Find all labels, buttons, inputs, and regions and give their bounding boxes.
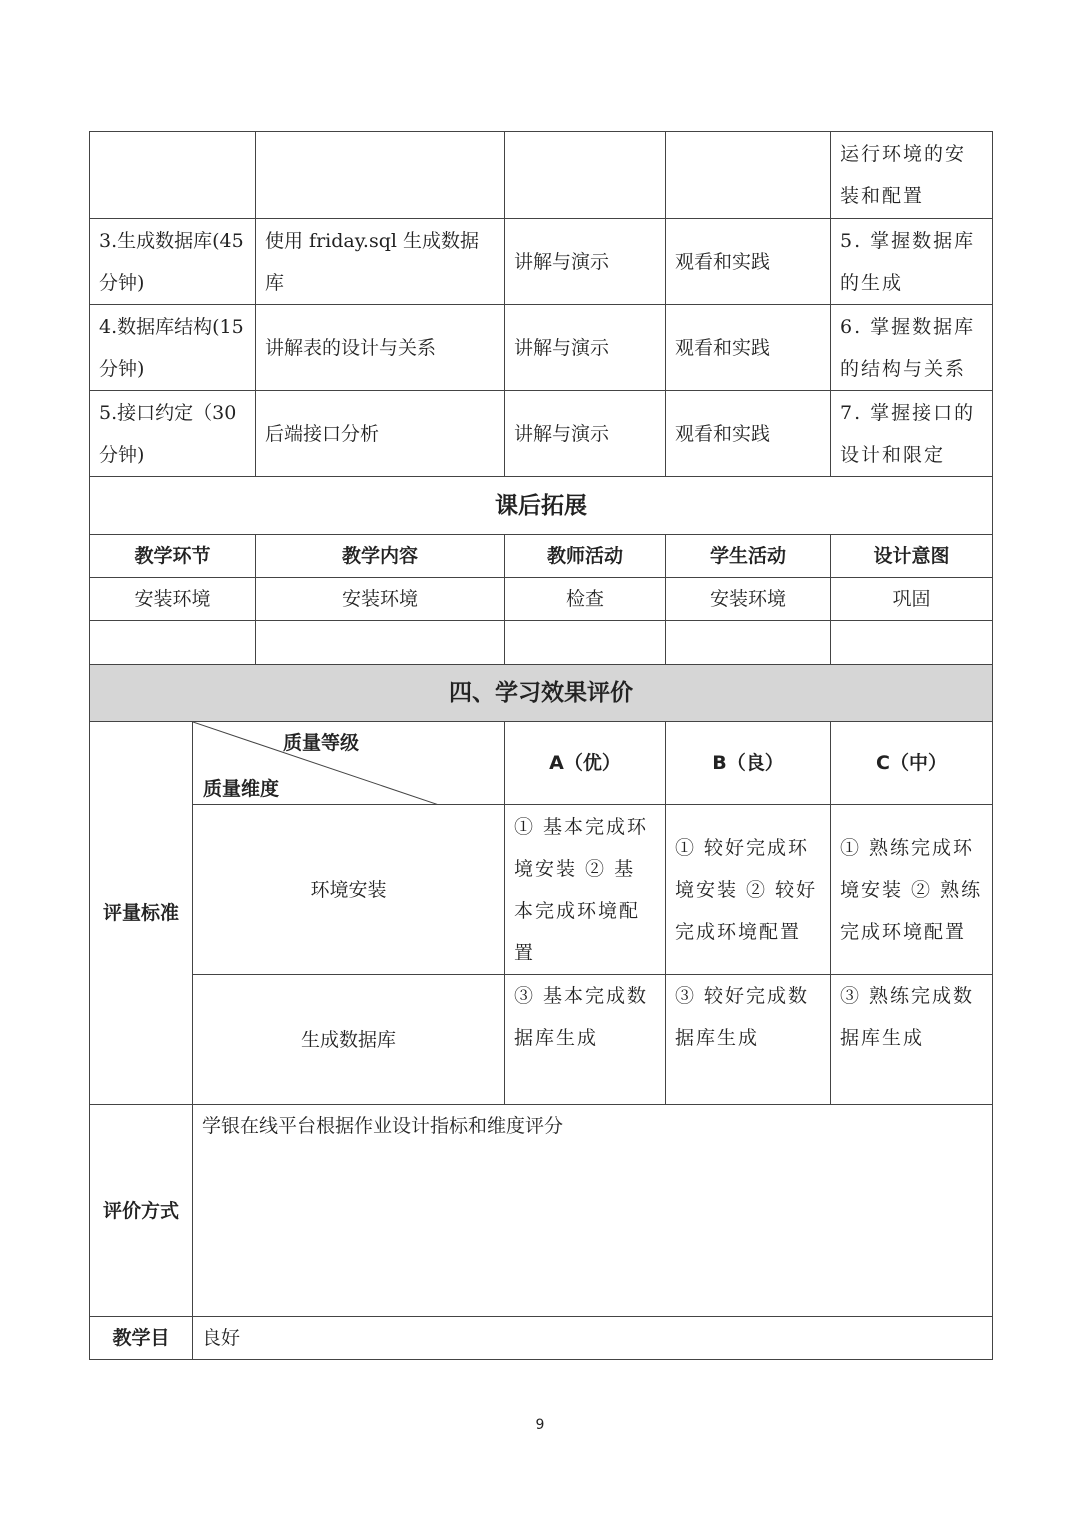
intent-cell: 5. 掌握数据库的生成 bbox=[831, 219, 993, 305]
dimension-cell: 生成数据库 bbox=[193, 975, 505, 1105]
after-class-row bbox=[90, 578, 993, 621]
header-cell: 教师活动 bbox=[505, 535, 666, 578]
intent-cell: 7. 掌握接口的设计和限定 bbox=[831, 391, 993, 477]
teacher-cell bbox=[505, 132, 666, 219]
goal-text: 良好 bbox=[193, 1317, 993, 1360]
grade-header-c: C（中） bbox=[831, 722, 993, 805]
content-cell: 使用 friday.sql 生成数据库 bbox=[256, 219, 505, 305]
criteria-label: 评量标准 bbox=[90, 722, 193, 1105]
grade-header-b: B（良） bbox=[666, 722, 831, 805]
segment-cell: 4.数据库结构(15分钟) bbox=[90, 305, 256, 391]
grade-b-cell: ① 较好完成环境安装 ② 较好完成环境配置 bbox=[666, 805, 831, 975]
segment-cell: 5.接口约定（30分钟) bbox=[90, 391, 256, 477]
grade-a-cell: ③ 基本完成数据库生成 bbox=[505, 975, 666, 1105]
content-cell: 讲解表的设计与关系 bbox=[256, 305, 505, 391]
teacher-cell: 讲解与演示 bbox=[505, 391, 666, 477]
lesson-row bbox=[90, 219, 993, 305]
student-cell bbox=[666, 132, 831, 219]
lesson-table bbox=[89, 131, 993, 1360]
criteria-row bbox=[90, 975, 993, 1105]
grade-a-cell: ① 基本完成环境安装 ② 基本完成环境配置 bbox=[505, 805, 666, 975]
content-cell: 后端接口分析 bbox=[256, 391, 505, 477]
header-cell: 教学环节 bbox=[90, 535, 256, 578]
intent-cell: 运行环境的安装和配置 bbox=[831, 132, 993, 219]
grade-c-cell: ① 熟练完成环境安装 ② 熟练完成环境配置 bbox=[831, 805, 993, 975]
dimension-cell: 环境安装 bbox=[193, 805, 505, 975]
student-cell: 观看和实践 bbox=[666, 305, 831, 391]
header-cell: 教学内容 bbox=[256, 535, 505, 578]
table-cell bbox=[831, 621, 993, 665]
content-cell bbox=[256, 132, 505, 219]
table-cell bbox=[90, 621, 256, 665]
dimension-axis-label: 质量维度 bbox=[203, 778, 280, 800]
student-cell: 观看和实践 bbox=[666, 391, 831, 477]
evaluation-title: 四、学习效果评价 bbox=[90, 665, 993, 722]
table-cell bbox=[505, 621, 666, 665]
after-class-header-row bbox=[90, 535, 993, 578]
intent-cell: 6. 掌握数据库的结构与关系 bbox=[831, 305, 993, 391]
table-cell: 安装环境 bbox=[666, 578, 831, 621]
method-text: 学银在线平台根据作业设计指标和维度评分 bbox=[193, 1105, 993, 1317]
grade-c-cell: ③ 熟练完成数据库生成 bbox=[831, 975, 993, 1105]
student-cell: 观看和实践 bbox=[666, 219, 831, 305]
after-class-row bbox=[90, 621, 993, 665]
lesson-row bbox=[90, 305, 993, 391]
page-number: 9 bbox=[535, 1417, 545, 1433]
table-cell: 巩固 bbox=[831, 578, 993, 621]
lesson-row bbox=[90, 391, 993, 477]
header-cell: 学生活动 bbox=[666, 535, 831, 578]
segment-cell bbox=[90, 132, 256, 219]
goal-label: 教学目 bbox=[90, 1317, 193, 1360]
method-label: 评价方式 bbox=[90, 1105, 193, 1317]
after-class-title: 课后拓展 bbox=[90, 477, 993, 535]
teacher-cell: 讲解与演示 bbox=[505, 305, 666, 391]
diagonal-header-cell bbox=[193, 722, 505, 805]
grade-b-cell: ③ 较好完成数据库生成 bbox=[666, 975, 831, 1105]
table-cell bbox=[256, 621, 505, 665]
table-cell bbox=[666, 621, 831, 665]
table-cell: 检查 bbox=[505, 578, 666, 621]
teacher-cell: 讲解与演示 bbox=[505, 219, 666, 305]
lesson-plan-sheet bbox=[89, 131, 992, 1360]
table-cell: 安装环境 bbox=[256, 578, 505, 621]
segment-cell: 3.生成数据库(45分钟) bbox=[90, 219, 256, 305]
table-cell: 安装环境 bbox=[90, 578, 256, 621]
grade-axis-label: 质量等级 bbox=[283, 732, 360, 754]
lesson-row bbox=[90, 132, 993, 219]
grade-header-a: A（优） bbox=[505, 722, 666, 805]
criteria-row bbox=[90, 805, 993, 975]
header-cell: 设计意图 bbox=[831, 535, 993, 578]
